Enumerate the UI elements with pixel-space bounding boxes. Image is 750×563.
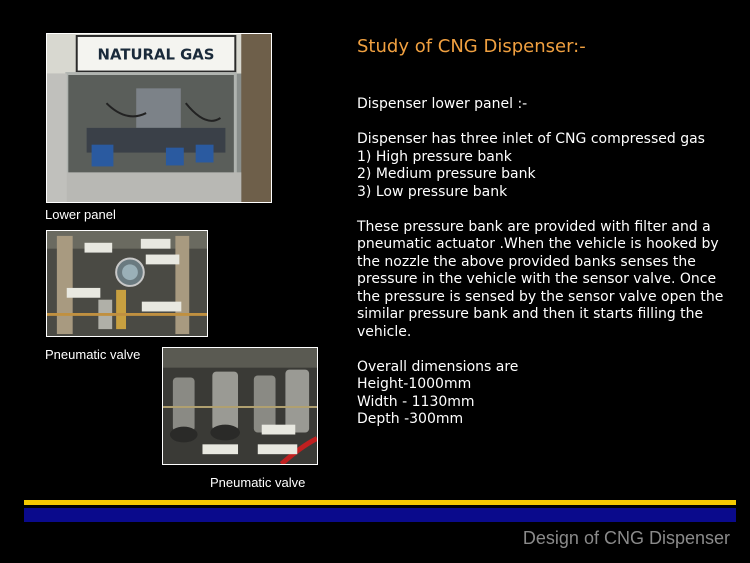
pneumatic-valve-caption-2: Pneumatic valve bbox=[210, 475, 306, 490]
bank-item-low: 3) Low pressure bank bbox=[357, 183, 508, 200]
dimension-width: Width - 1130mm bbox=[357, 393, 475, 410]
lower-panel-caption: Lower panel bbox=[45, 207, 116, 222]
intro-text: Dispenser has three inlet of CNG compressed gas bbox=[357, 131, 705, 147]
dimensions-heading: Overall dimensions are bbox=[357, 358, 519, 375]
pneumatic-valve-caption-1: Pneumatic valve bbox=[45, 347, 141, 362]
pneumatic-valve-photo-1 bbox=[46, 230, 208, 337]
bank-item-medium: 2) Medium pressure bank bbox=[357, 166, 536, 182]
bank-item-high: 1) High pressure bank bbox=[357, 148, 512, 165]
lower-panel-photo bbox=[46, 33, 272, 203]
pneumatic-valve-photo-2 bbox=[162, 347, 318, 465]
slide-body bbox=[357, 96, 737, 429]
footer-title: Design of CNG Dispenser bbox=[522, 528, 730, 548]
dimension-height: Height-1000mm bbox=[357, 376, 472, 392]
subtitle: Dispenser lower panel :- bbox=[357, 96, 528, 112]
footer-yellow-bar bbox=[24, 500, 736, 505]
natural-gas-sign: NATURAL GAS bbox=[97, 46, 215, 64]
footer-blue-bar bbox=[24, 508, 736, 522]
slide-title: Study of CNG Dispenser:- bbox=[357, 36, 586, 57]
description-text: These pressure bank are provided with filter and a pneumatic actuator .When the vehicle is hooked by the nozzle the above provided banks senses the pressure in the vehicle with the sensor valve. Once the pressure is sensed by the sensor valve open the similar pressure bank and then it starts filling the vehicle. bbox=[357, 218, 724, 340]
dimension-depth: Depth -300mm bbox=[357, 411, 464, 427]
